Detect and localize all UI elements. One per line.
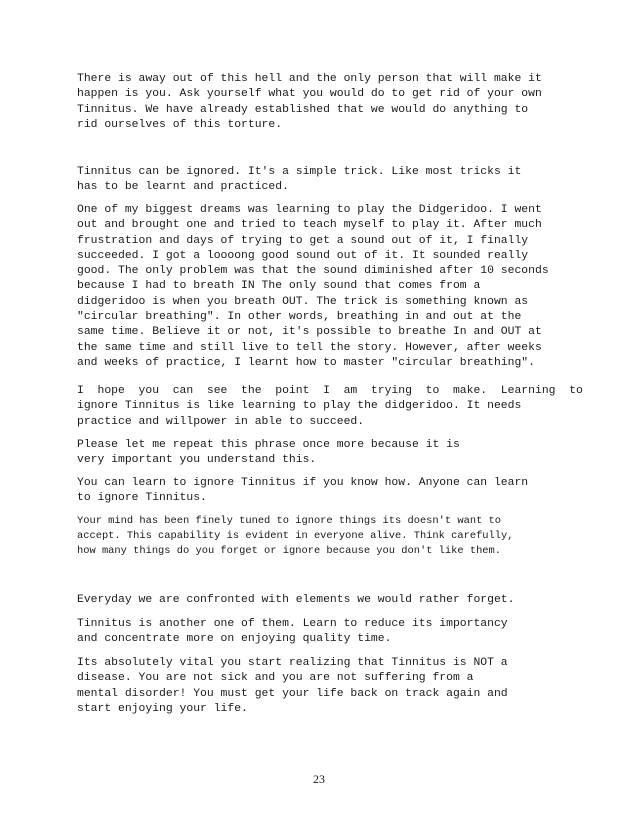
paragraph-finely-tuned-mind: Your mind has been finely tuned to ignore things its doesn't want to accept. This capability is evident in everyone alive. Think carefully, how many things do you forget or ignore because you don't like them.: [77, 515, 514, 557]
page-number: 23: [313, 772, 325, 786]
paragraph-learn-to-ignore: You can learn to ignore Tinnitus if you know how. Anyone can learn to ignore Tinnitus.: [77, 477, 529, 505]
paragraph-can-be-ignored: Tinnitus can be ignored. It's a simple trick. Like most tricks it has to be learnt and practiced.: [77, 166, 522, 194]
paragraph-everyday: Everyday we are confronted with elements we would rather forget.: [77, 594, 515, 606]
paragraph-repeat-phrase: Please let me repeat this phrase once more because it is very important you understand this.: [77, 439, 460, 467]
paragraph-another-one: Tinnitus is another one of them. Learn to reduce its importancy and concentrate more on enjoying quality time.: [77, 618, 508, 646]
paragraph-point: I hope you can see the point I am trying to make. Learning to ignore Tinnitus is like learning to play the didgeridoo. It needs practice and willpower in able to succeed.: [77, 385, 583, 428]
paragraph-not-a-disease: Its absolutely vital you start realizing that Tinnitus is NOT a disease. You are not sick and you are not suffering from a mental disorder! You must get your life back on track again and start enjoying your life.: [77, 657, 508, 715]
paragraph-way-out: There is away out of this hell and the only person that will make it happen is you. Ask yourself what you would do to get rid of your own Tinnitus. We have already established that we would do anything to rid ourselves of this torture.: [77, 73, 542, 131]
paragraph-didgeridoo-story: One of my biggest dreams was learning to play the Didgeridoo. I went out and brought one and tried to teach myself to play it. After much frustration and days of trying to get a sound out of it, I finally succeeded. I got a loooong good sound out of it. It sounded really good. The only problem was that the sound diminished after 10 seconds because I had to breath IN The only sound that comes from a didgeridoo is when you breath OUT. The trick is something known as "circular breathing". In other words, breathing in and out at the same time. Believe it or not, it's possible to breathe In and OUT at the same time and still live to tell the story. However, after weeks and weeks of practice, I learnt how to master "circular breathing".: [77, 204, 549, 369]
